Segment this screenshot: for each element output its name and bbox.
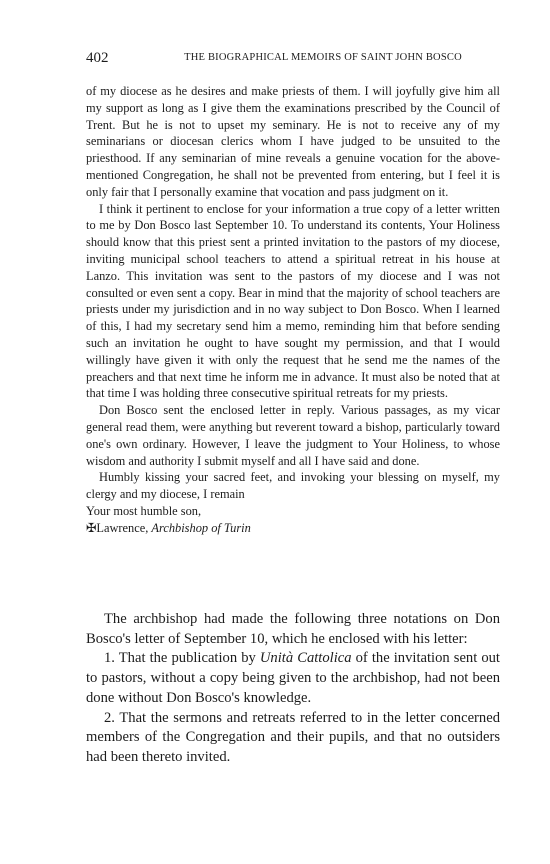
body-paragraph: 2. That the sermons and retreats referred to in the letter concerned members of the Congregation and their pupils, and that no outsiders had been thereto invited. (86, 709, 500, 765)
body-paragraph (86, 649, 500, 708)
letter-paragraph: of my diocese as he desires and make priests of them. I will joyfully give him all my support as long as I give them the examinations prescribed by the Council of Trent. But he is not to upset my seminary. He is not to receive any of my seminarians or diocesan clerics whom I have judged to be unsuited to the priesthood. If any seminarian of mine reveals a genuine vocation for the above-mentioned Congregation, he shall not be prevented from entering, but I feel it is only fair that I personally examine that vocation and pass judgment on it. (86, 84, 500, 199)
letter-paragraph: I think it pertinent to enclose for your information a true copy of a letter written to me by Don Bosco last September 10. To understand its contents, Your Holiness should know that this priest sent a printed invitation to the pastors of my diocese, inviting municipal school teachers to attend a spiritual retreat in his house at Lanzo. This invitation was sent to the pastors of my diocese and I was not consulted or even sent a copy. Bear in mind that the majority of school teachers are priests under my jurisdiction and in no way subject to Don Bosco. When I learned of this, I had my secretary send him a memo, reminding him that before sending such an invitation he ought to have sought my permission, and that I would willingly have given it with only the request that he send me the names of the preachers and that next time he inform me in advance. It must also be noted that at that time I was holding three consecutive spiritual retreats for my priests. (86, 201, 500, 401)
signature-name: ✠Lawrence, (86, 520, 152, 535)
running-head: THE BIOGRAPHICAL MEMOIRS OF SAINT JOHN BOSCO (184, 52, 462, 63)
letter-signature (86, 520, 500, 537)
publication-title: Unità Cattolica (259, 650, 352, 667)
signature-title: Archbishop of Turin (151, 520, 251, 535)
body-paragraph: The archbishop had made the following three notations on Don Bosco's letter of September 10, which he enclosed with his letter: (86, 611, 500, 647)
letter-paragraph: Humbly kissing your sacred feet, and invoking your blessing on myself, my clergy and my diocese, I remain (86, 470, 500, 502)
quoted-letter (86, 83, 500, 537)
page-header (86, 50, 500, 70)
letter-paragraph: Don Bosco sent the enclosed letter in reply. Various passages, as my vicar general read them, were anything but reverent toward a bishop, particularly toward one's own ordinary. However, I leave the judgment to Your Holiness, to whose wisdom and authority I submit myself and all I have said and done. (86, 403, 500, 468)
main-text (86, 610, 500, 768)
letter-closing: Your most humble son, (86, 503, 202, 518)
text-run: 1. That the publication by (104, 650, 260, 667)
page-number: 402 (86, 50, 109, 66)
text-run: of the invitation sent out to pastors, without a copy being given to the archbishop, had not been done without Don Bosco's knowledge. (86, 650, 500, 706)
